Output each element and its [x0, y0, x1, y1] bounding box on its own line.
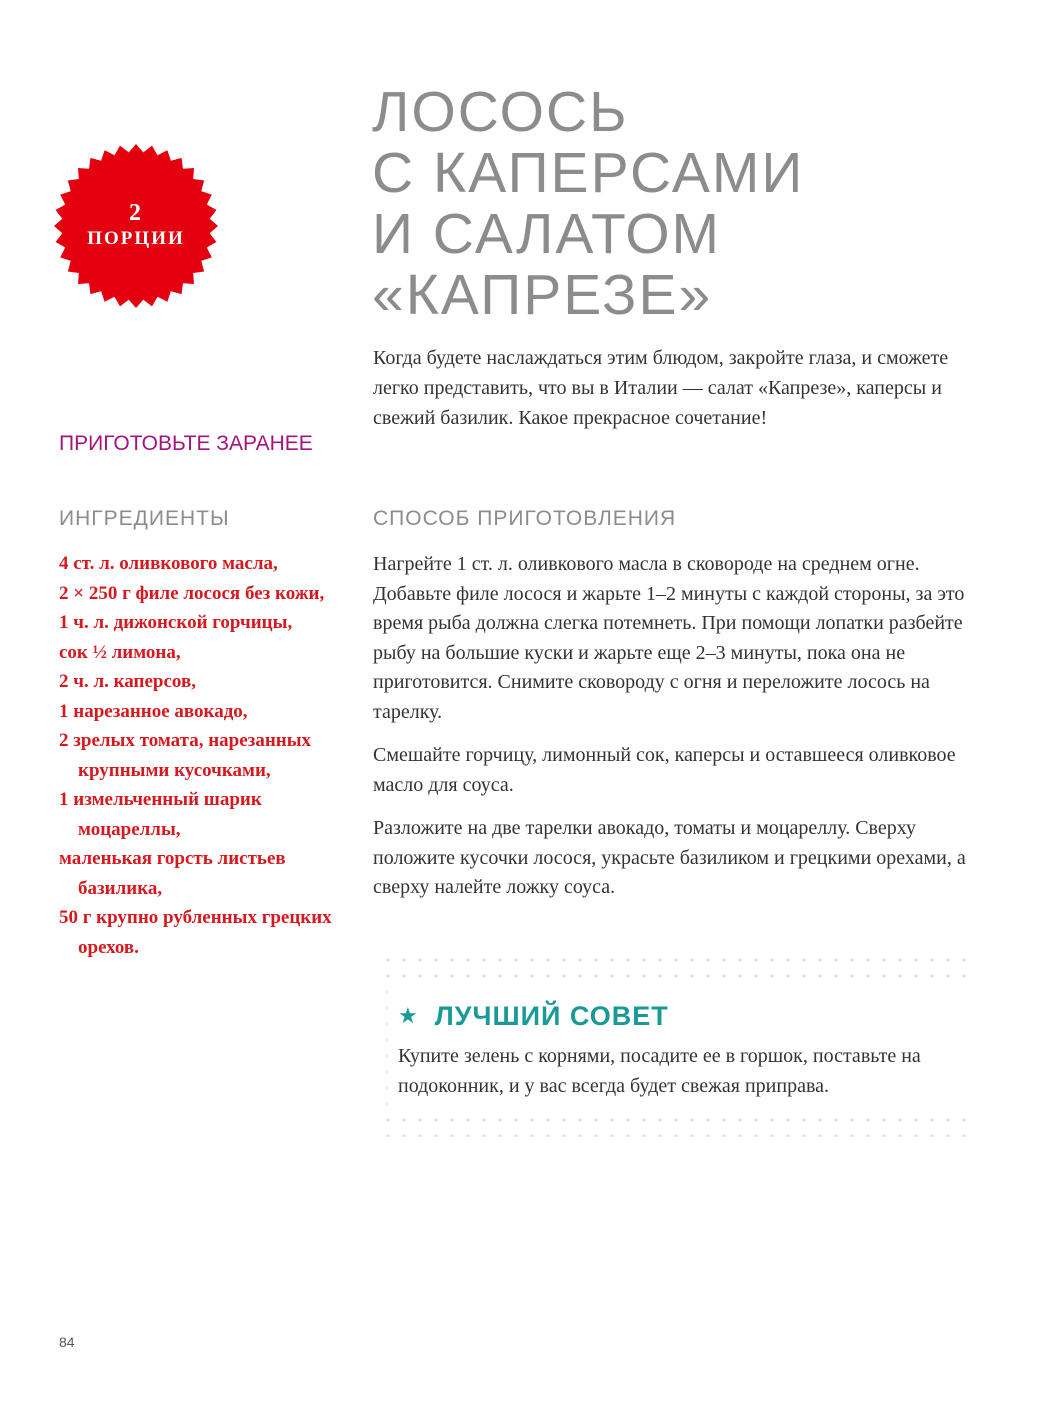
ingredient-item: 4 ст. л. оливкового масла,: [59, 553, 278, 574]
page-number: 84: [59, 1334, 75, 1350]
ingredient-item: 50 г крупно рубленных грецких орехов.: [59, 907, 332, 958]
tip-heading: [398, 1000, 958, 1032]
ingredient-item: 1 нарезанное авокадо,: [59, 700, 248, 722]
ingredient-item: 1 измельченный шарик моцареллы,: [59, 789, 262, 840]
title-line: И САЛАТОМ: [372, 202, 722, 266]
servings-badge: [53, 143, 219, 309]
tip-box: [380, 952, 970, 1137]
ingredient-item: 2 зрелых томата, нарезанных крупными кусочками,: [59, 730, 312, 781]
recipe-title: [372, 82, 1032, 326]
ingredient-item: 1 ч. л. дижонской горчицы,: [59, 612, 293, 633]
method-steps: [373, 550, 993, 917]
title-line: ЛОСОСЬ: [372, 80, 629, 144]
ingredient-item: маленькая горсть листьев базилика,: [59, 848, 286, 899]
prep-ahead-label: ПРИГОТОВЬТЕ ЗАРАНЕЕ: [59, 432, 313, 455]
method-heading: СПОСОБ ПРИГОТОВЛЕНИЯ: [373, 507, 677, 530]
method-paragraph: Нагрейте 1 ст. л. оливкового масла в сковороде на среднем огне. Добавьте филе лосося и жарьте 1–2 минуты с каждой стороны, за это время рыба должна слегка потемнеть. При помощи лопатки разбейте рыбу на большие куски и жарьте еще 2–3 минуты, пока она не приготовится. Снимите сковороду с огня и переложите лосось на тарелку.: [373, 553, 965, 723]
star-icon: ★: [398, 1003, 419, 1028]
title-line: С КАПЕРСАМИ: [372, 141, 805, 205]
ingredient-item: 2 ч. л. каперсов,: [59, 671, 196, 692]
recipe-intro: Когда будете наслаждаться этим блюдом, закройте глаза, и сможете легко представить, что вы в Италии — салат «Капрезе», каперсы и свежий базилик. Какое прекрасное сочетание!: [373, 347, 949, 429]
servings-label: ПОРЦИИ: [87, 228, 185, 249]
method-paragraph: Разложите на две тарелки авокадо, томаты и моцареллу. Сверху положите кусочки лосося, украсьте базиликом и грецкими орехами, а сверху налейте ложку соуса.: [373, 817, 966, 898]
tip-heading-text: ЛУЧШИЙ СОВЕТ: [434, 1001, 669, 1031]
ingredient-item: сок ½ лимона,: [59, 641, 181, 663]
tip-text: Купите зелень с корнями, посадите ее в горшок, поставьте на подоконник, и у вас всегда будет свежая приправа.: [398, 1045, 921, 1097]
tip-content: [388, 986, 968, 1107]
method-paragraph: Смешайте горчицу, лимонный сок, каперсы и оставшееся оливковое масло для соуса.: [373, 744, 956, 796]
servings-number: 2: [129, 200, 143, 226]
ingredient-item: 2 × 250 г филе лосося без кожи,: [59, 582, 325, 604]
ingredients-list: [59, 549, 349, 962]
ingredients-heading: ИНГРЕДИЕНТЫ: [59, 507, 230, 530]
title-line: «КАПРЕЗЕ»: [372, 263, 713, 327]
